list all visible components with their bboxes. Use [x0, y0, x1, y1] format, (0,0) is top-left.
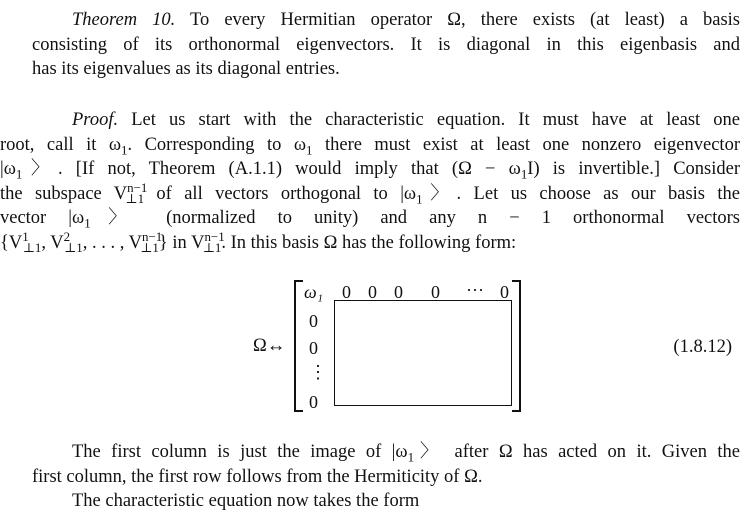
proof-line-3: $|\omega_1$〉. [If not, Theorem (A.1.1) would imply that $(\Omega - \omega_1I)$ is invertible.] Consider [0, 159, 740, 182]
matrix-row-entry: 0 [368, 282, 377, 302]
matrix-row-entry: 0 [431, 282, 440, 302]
matrix-row-ellipsis: ··· [466, 280, 484, 300]
matrix-right-bracket [512, 280, 521, 412]
theorem-line-2: consisting of its orthonormal eigenvectors. It is diagonal in this eigenbasis and [32, 34, 740, 55]
matrix-row-entry: 0 [342, 282, 351, 302]
theorem-line-3: has its eigenvalues as its diagonal entries. [32, 59, 340, 79]
proof-paragraph [0, 108, 741, 256]
equation-number: (1.8.12) [673, 337, 732, 357]
matrix-entry-omega1: ω₁ [304, 282, 323, 302]
after-line-1: The first column is just the image of $|\omega_1$〉 after Ω has acted on it. Given the [72, 442, 740, 465]
matrix-col-entry: 0 [309, 311, 318, 331]
matrix-submatrix-block [334, 300, 512, 406]
matrix-row-entry: 0 [500, 282, 509, 302]
matrix-left-bracket [294, 280, 303, 412]
after-line-2: first column, the first row follows from the Hermiticity of Ω. [32, 466, 483, 487]
equation-lhs: Ω↔ [253, 336, 286, 356]
proof-label: Proof. [72, 110, 119, 130]
theorem-line-1: Theorem 10. To every Hermitian operator Ω, there exists (at least) a basis [72, 10, 740, 30]
theorem-paragraph [32, 8, 740, 82]
proof-line-1: Proof. Let us start with the characteristic equation. It must have at least one [72, 110, 740, 130]
matrix-row-entry: 0 [394, 282, 403, 302]
matrix-col-entry: 0 [309, 392, 318, 412]
matrix-col-entry: 0 [309, 338, 318, 358]
matrix-col-ellipsis: ⋮ [309, 362, 327, 382]
after-paragraph [32, 440, 740, 514]
proof-line-5: vector $|\omega_1$〉 (normalized to unity) and any n − 1 orthonormal vectors [0, 208, 741, 231]
after-line-3: The characteristic equation now takes the form [72, 491, 420, 511]
theorem-label: Theorem 10. [72, 10, 176, 30]
proof-line-4: the subspace $V^{n-1}_{\perp 1}$ of all vectors orthogonal to $|\omega_1$〉. Let us choose as our basis the [0, 179, 740, 207]
proof-line-6: {$V^1_{\perp 1}$, $V^2_{\perp 1}$, . . . , $V^{n-1}_{\perp 1}$} in $V^{n-1}_{\perp 1}$. In this basis Ω has the following form: [0, 228, 517, 256]
proof-line-2: root, call it $\omega_1$. Corresponding to $\omega_1$ there must exist at least one nonzero eigenvector [0, 134, 740, 158]
